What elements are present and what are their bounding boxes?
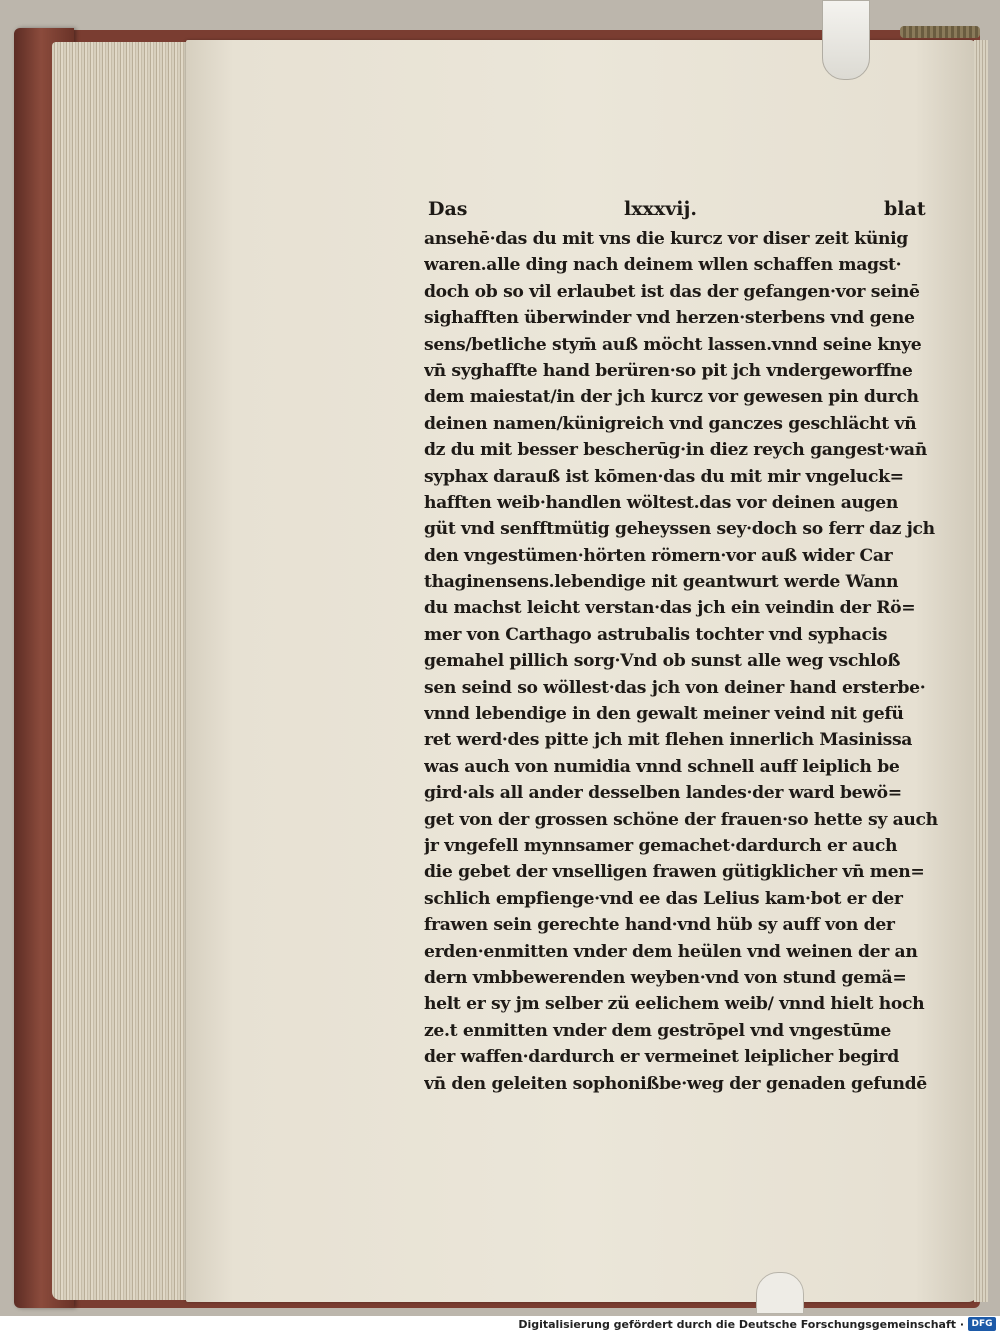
- header-right: blat: [884, 198, 926, 220]
- text-line: güt vnd senfftmütig geheyssen sey·doch so ferr daz jch: [424, 519, 935, 540]
- folio-number: lxxxvij.: [624, 198, 697, 220]
- text-line: thaginensens.lebendige nit geantwurt werde Wann: [424, 572, 899, 593]
- text-line: sighafften überwinder vnd herzen·sterbens vnd gene: [424, 308, 915, 329]
- text-line: ansehē·das du mit vns die kurcz vor diser zeit künig: [424, 229, 908, 249]
- footer-credit: Digitalisierung gefördert durch die Deutsche Forschungsgemeinschaft ·: [518, 1318, 964, 1331]
- page-stack-edge: [52, 42, 202, 1300]
- text-line: vn̄ syghaffte hand berüren·so pit jch vndergeworffne: [424, 360, 913, 381]
- page-header: [424, 196, 940, 226]
- text-line: doch ob so vil erlaubet ist das der gefangen·vor seinē: [424, 281, 920, 302]
- text-line: helt er sy jm selber zü eelichem weib/ vnnd hielt hoch: [424, 994, 925, 1015]
- text-line: get von der grossen schöne der frauen·so hette sy auch: [424, 809, 938, 830]
- header-left: Das: [428, 198, 468, 220]
- text-line: der waffen·dardurch er vermeinet leiplicher begird: [424, 1047, 899, 1068]
- page-clip: [822, 0, 870, 80]
- text-lines: [424, 226, 940, 1097]
- text-line: die gebet der vnselligen frawen gütigklicher vn̄ men=: [424, 862, 925, 883]
- dfg-logo: DFG: [968, 1317, 996, 1331]
- page-fore-edge: [974, 40, 988, 1302]
- text-line: gemahel pillich sorg·Vnd ob sunst alle weg vschloß: [424, 651, 901, 672]
- text-line: du machst leicht verstan·das jch ein veindin der Rö=: [424, 598, 916, 619]
- page-weight-tab: [756, 1272, 804, 1314]
- text-line: sens/betliche stym̄ auß möcht lassen.vnnd seine knye: [424, 334, 922, 355]
- text-line: den vngestümen·hörten römern·vor auß wider Car: [424, 545, 893, 566]
- page-text-block: [424, 196, 940, 1097]
- text-line: hafften weib·handlen wöltest.das vor deinen augen: [424, 492, 899, 513]
- text-line: mer von Carthago astrubalis tochter vnd syphacis: [424, 624, 888, 645]
- text-line: erden·enmitten vnder dem heülen vnd weinen der an: [424, 941, 918, 962]
- bookmark-ribbon: [900, 26, 980, 38]
- text-line: was auch von numidia vnnd schnell auff leiplich be: [424, 756, 900, 777]
- text-line: vnnd lebendige in den gewalt meiner veind nit gefü: [424, 704, 904, 725]
- text-line: gird·als all ander desselben landes·der ward bewö=: [424, 783, 902, 804]
- text-line: syphax darauß ist kōmen·das du mit mir vngeluck=: [424, 466, 904, 487]
- text-line: dern vmbbewerenden weyben·vnd von stund gemä=: [424, 967, 907, 988]
- text-line: vn̄ den geleiten sophonißbe·weg der genaden gefundē: [424, 1073, 927, 1094]
- text-line: ret werd·des pitte jch mit flehen innerlich Masinissa: [424, 730, 913, 751]
- text-line: deinen namen/künigreich vnd ganczes geschlächt vn̄: [424, 413, 917, 434]
- text-line: sen seind so wöllest·das jch von deiner hand ersterbe·: [424, 677, 926, 698]
- text-line: jr vngefell mynnsamer gemachet·dardurch er auch: [424, 835, 898, 856]
- text-line: schlich empfienge·vnd ee das Lelius kam·bot er der: [424, 888, 903, 909]
- text-line: dem maiestat/in der jch kurcz vor gewesen pin durch: [424, 387, 919, 408]
- text-line: ze.t enmitten vnder dem gestrōpel vnd vngestūme: [424, 1020, 891, 1041]
- text-line: frawen sein gerechte hand·vnd hüb sy auff von der: [424, 915, 895, 936]
- text-line: dz du mit besser bescherūg·in diez reych gangest·wan̄: [424, 440, 927, 461]
- text-line: waren.alle ding nach deinem wllen schaffen magst·: [424, 255, 902, 276]
